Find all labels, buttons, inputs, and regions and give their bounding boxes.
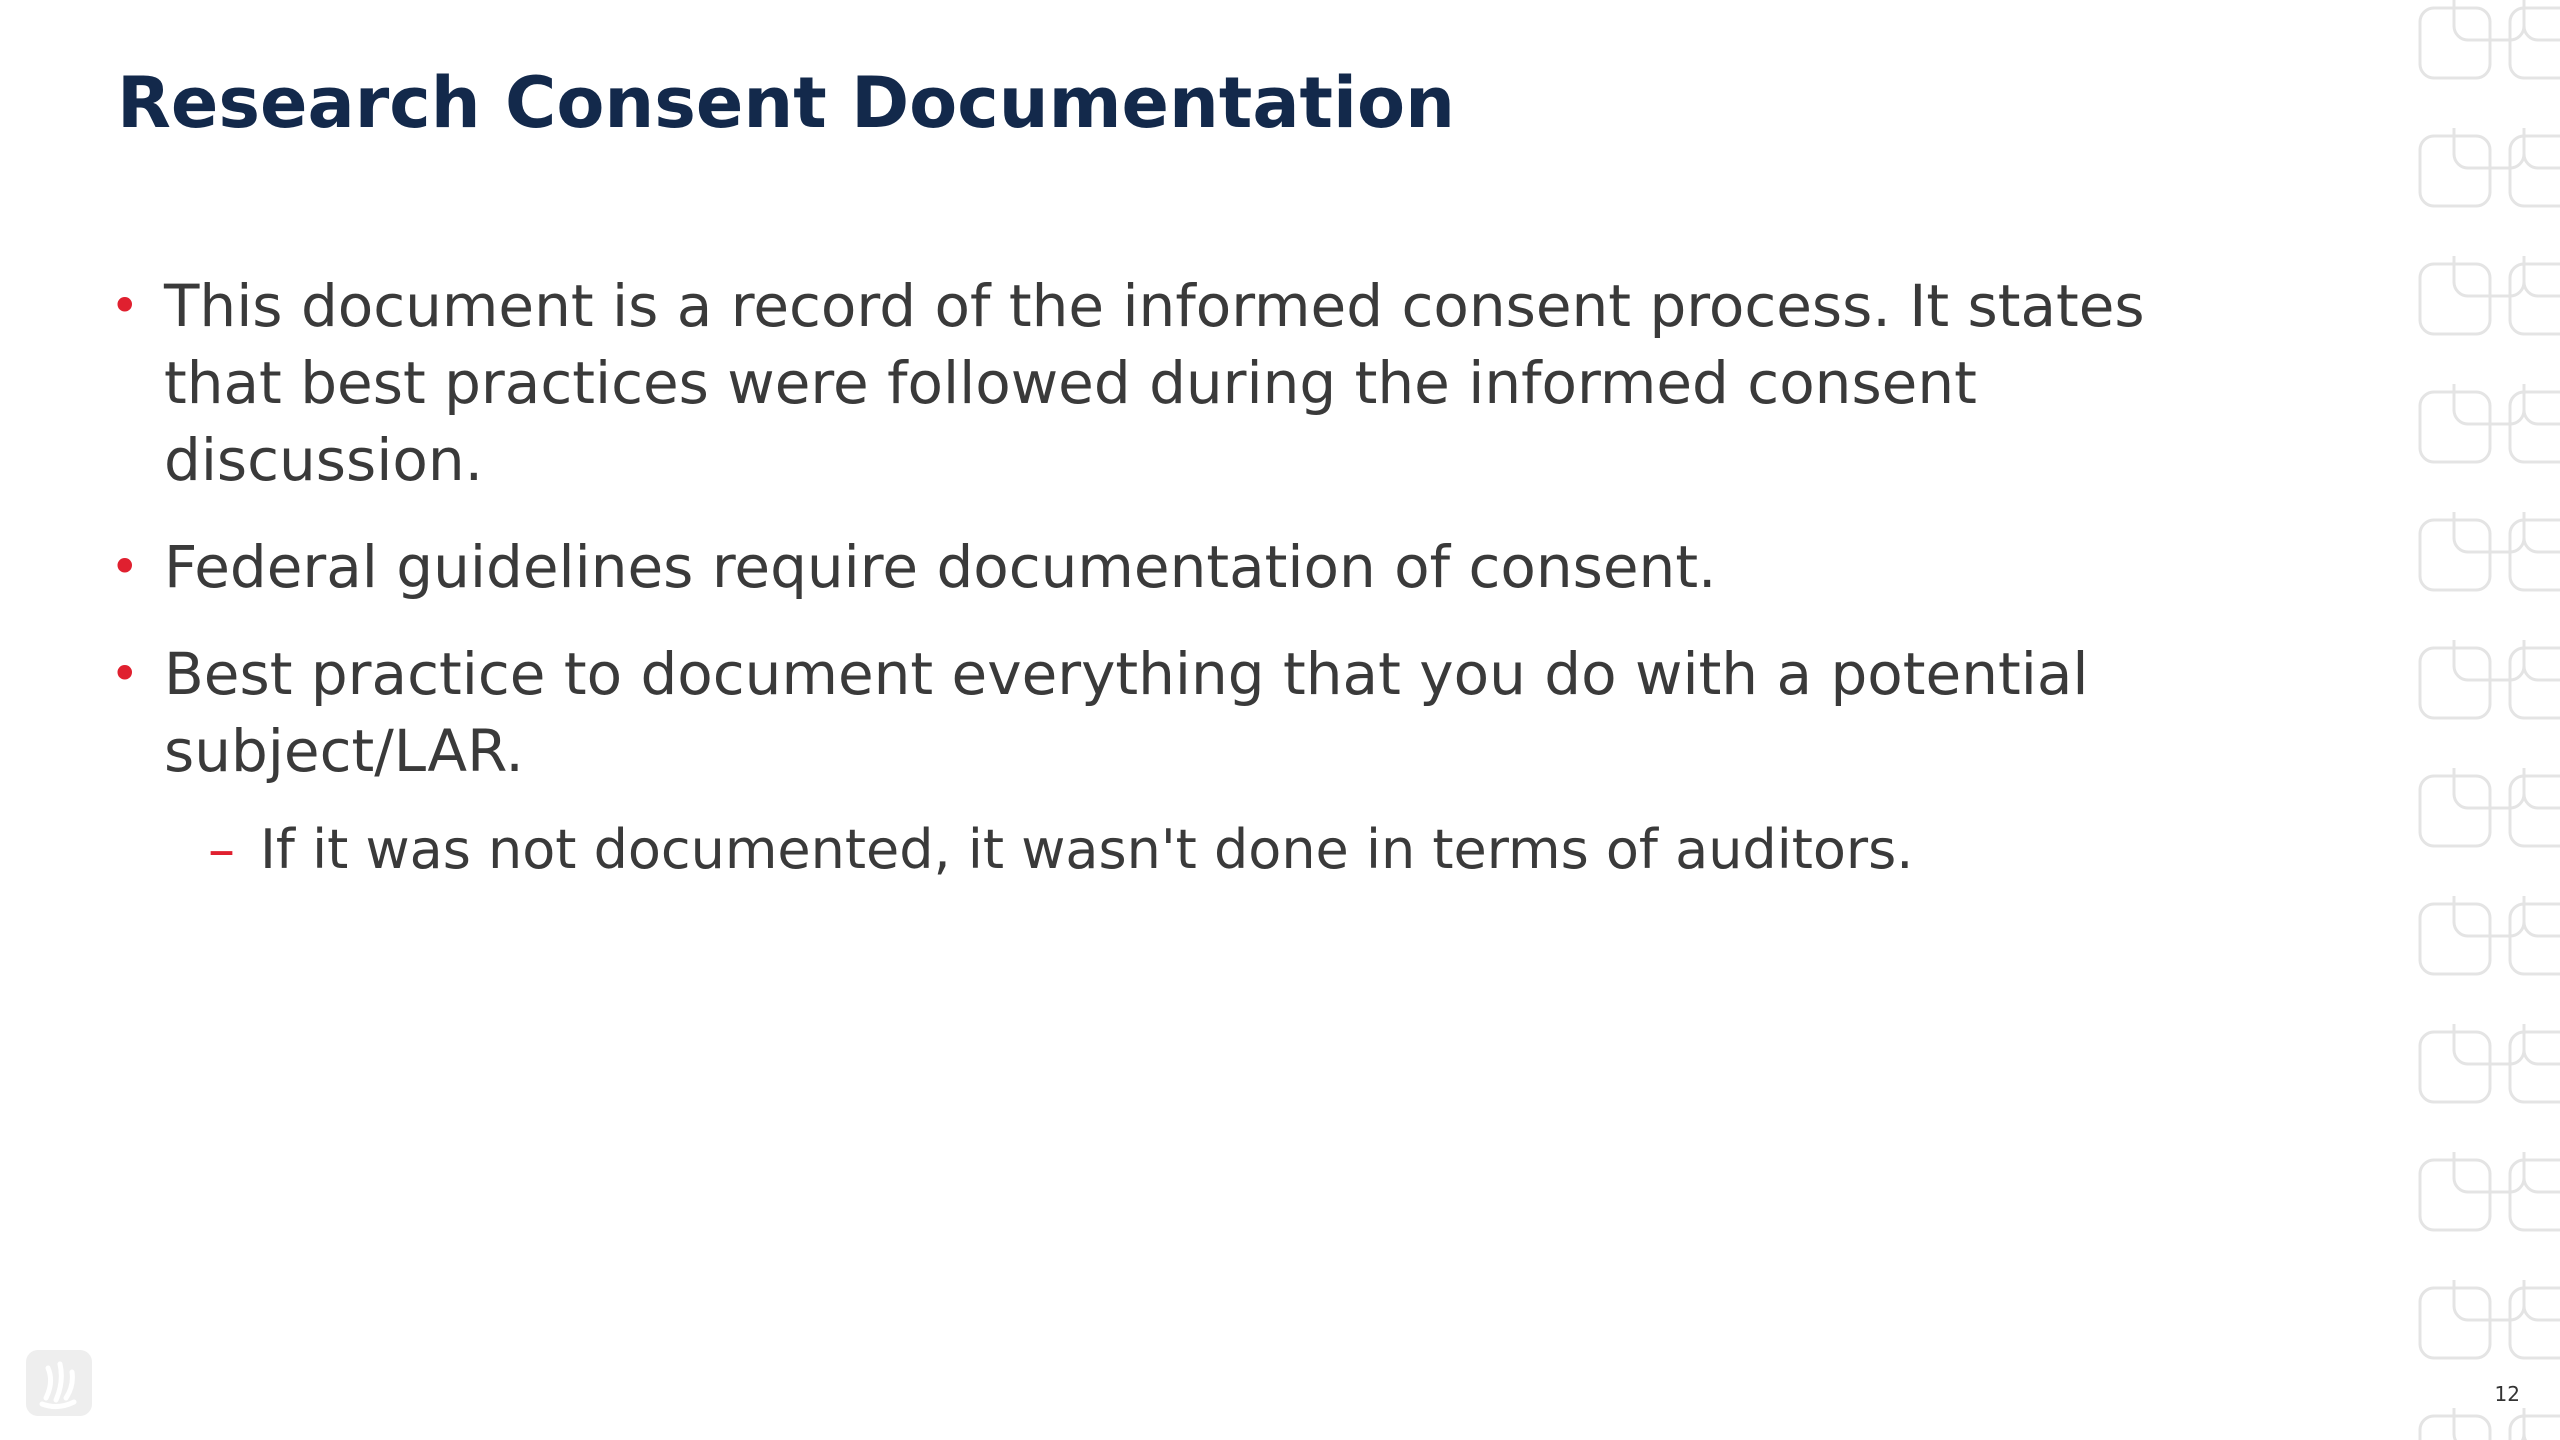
sub-bullet-text: If it was not documented, it wasn't done in terms of auditors. (260, 818, 1914, 881)
page-number: 12 (2494, 1382, 2520, 1406)
bullet-item (110, 268, 2270, 499)
bullet-text: Federal guidelines require documentation of consent. (164, 533, 1717, 601)
dash-icon: – (208, 818, 235, 881)
interlocking-squares-pattern-icon (2400, 0, 2560, 1440)
bullet-text: This document is a record of the informed consent process. It states that best practices were followed during the informed consent discussion. (164, 272, 2145, 494)
sub-bullet-item (110, 814, 2270, 886)
bullet-dot-icon: • (110, 645, 140, 703)
bullet-list (110, 268, 2270, 886)
slide-title: Research Consent Documentation (117, 62, 1455, 144)
bullet-item (110, 529, 2270, 606)
bullet-dot-icon: • (110, 277, 140, 335)
bullet-dot-icon: • (110, 538, 140, 596)
bullet-text: Best practice to document everything that you do with a potential subject/LAR. (164, 640, 2089, 785)
hand-logo-icon (24, 1348, 94, 1418)
bullet-item (110, 636, 2270, 790)
